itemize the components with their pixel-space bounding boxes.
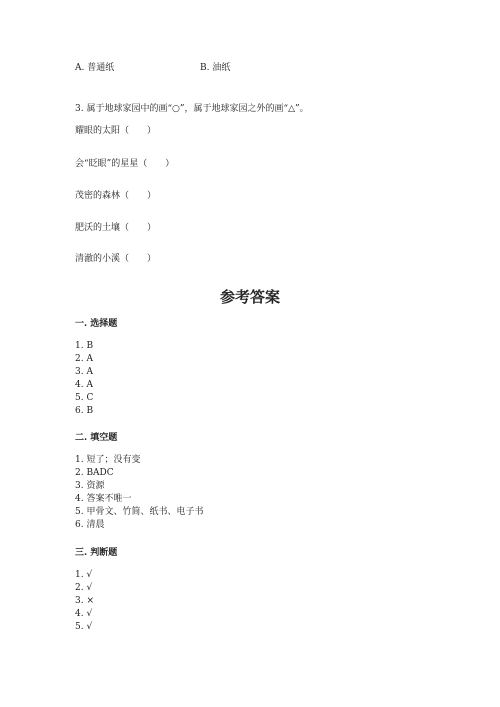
answer-line: 1. B	[75, 341, 94, 351]
question-3-prompt: 3. 属于地球家园中的画“○”，属于地球家园之外的画“△”。	[75, 104, 309, 114]
option-b: B. 油纸	[200, 63, 231, 73]
answer-line: 3. A	[75, 367, 93, 377]
answer-line: 4. 答案不唯一	[75, 494, 132, 504]
section-heading: 三. 判断题	[75, 548, 118, 558]
answer-key-title: 参考答案	[219, 288, 280, 306]
q3-item: 清澈的小溪（ ）	[75, 254, 157, 264]
answer-line: 1. 短了；没有变	[75, 455, 141, 465]
q3-item: 茂密的森林（ ）	[75, 191, 157, 201]
section-heading: 一. 选择题	[75, 319, 118, 329]
answer-line: 2. √	[75, 583, 93, 593]
answer-line: 5. √	[75, 622, 93, 632]
answer-line: 1. √	[75, 570, 93, 580]
answer-line: 2. BADC	[75, 468, 114, 478]
answer-line: 3. 资源	[75, 481, 105, 491]
answer-line: 4. √	[75, 609, 93, 619]
q3-item: 会“眨眼”的星星（ ）	[75, 159, 175, 169]
answer-line: 5. C	[75, 393, 94, 403]
answer-line: 5. 甲骨文、竹简、纸书、电子书	[75, 507, 204, 517]
answer-line: 6. 清晨	[75, 520, 105, 530]
answer-line: 6. B	[75, 406, 94, 416]
q3-item: 肥沃的土壤（ ）	[75, 223, 157, 233]
option-a: A. 普通纸	[75, 63, 115, 73]
section-heading: 二. 填空题	[75, 433, 118, 443]
answer-line: 4. A	[75, 380, 93, 390]
answer-line: 2. A	[75, 354, 93, 364]
q3-item: 耀眼的太阳（ ）	[75, 126, 157, 136]
answer-line: 3. ×	[75, 596, 94, 606]
